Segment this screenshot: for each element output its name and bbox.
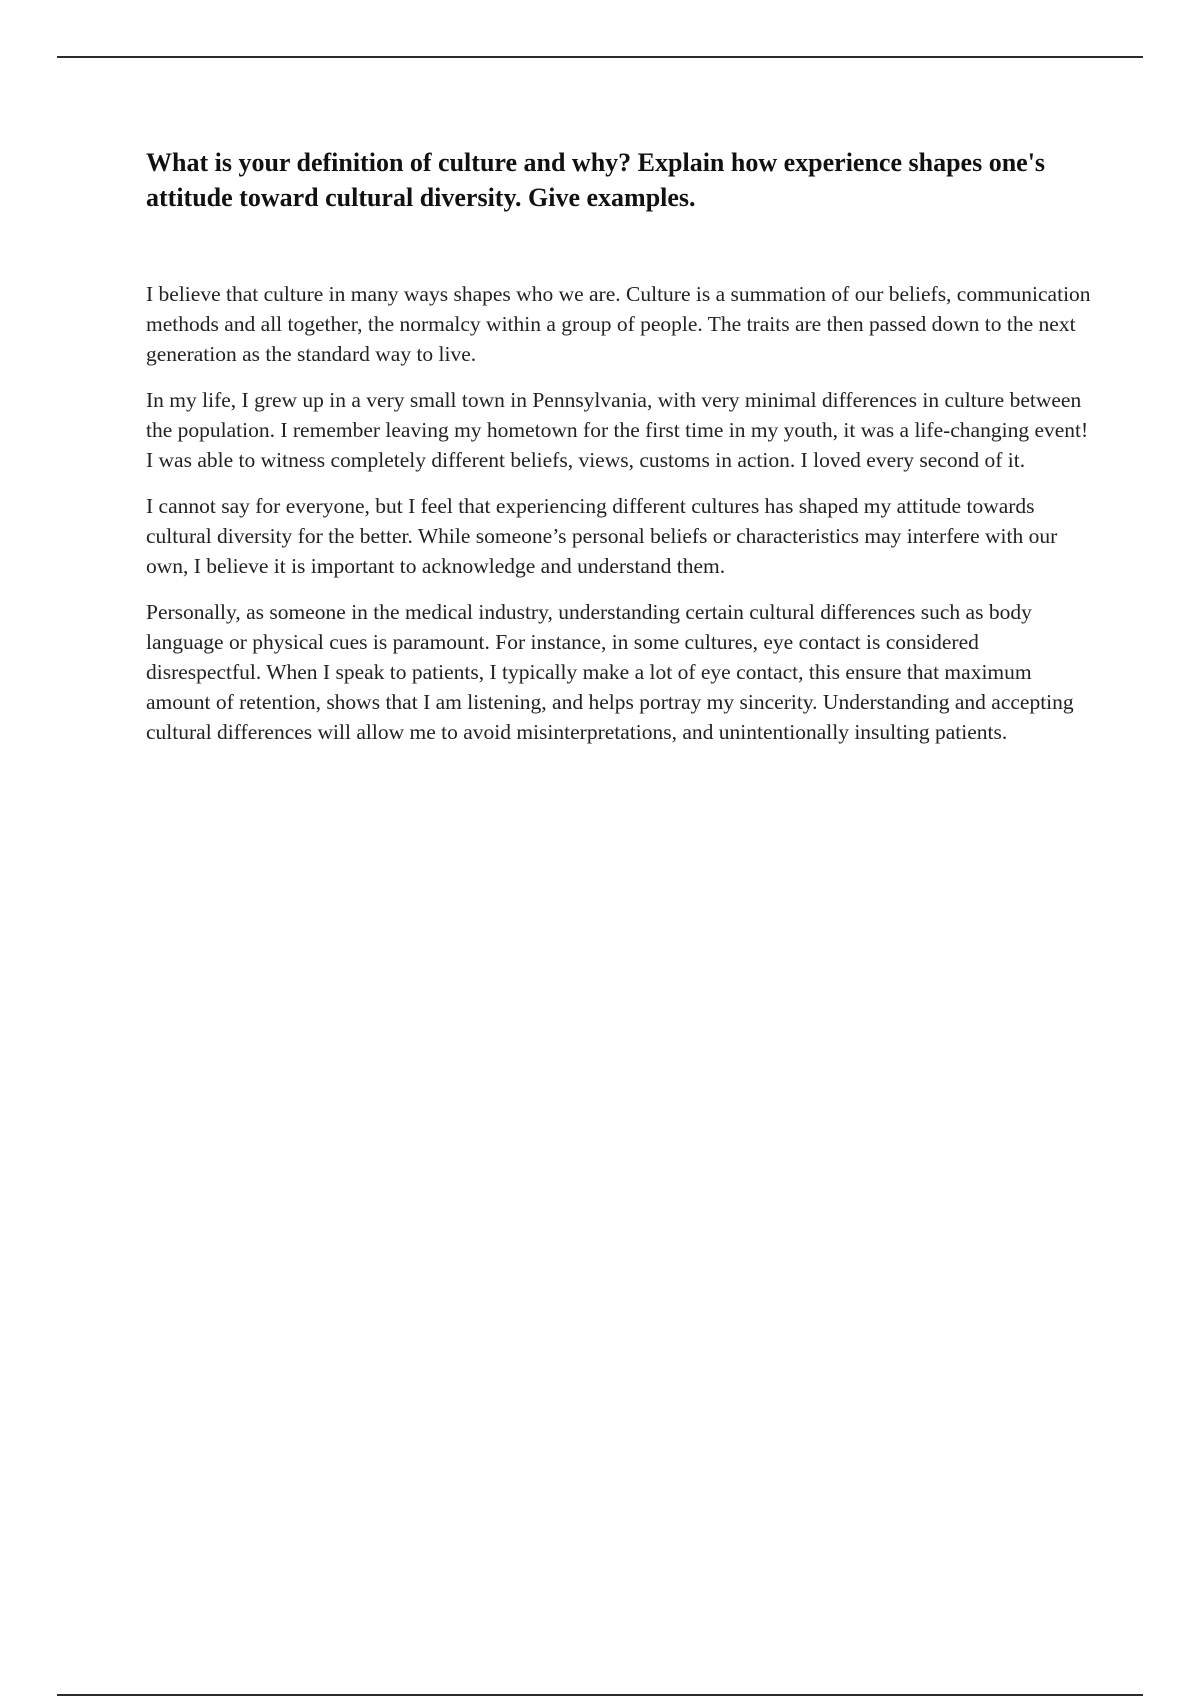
question-heading: What is your definition of culture and why? Explain how experience shapes one's attitude toward cultural diversity. Give examples. xyxy=(146,148,1046,212)
document-content xyxy=(146,145,1096,763)
answer-paragraph: In my life, I grew up in a very small town in Pennsylvania, with very minimal differences in culture between the population. I remember leaving my hometown for the first time in my youth, it was a life-changing event! I was able to witness completely different beliefs, views, customs in action. I loved every second of it. xyxy=(146,388,1089,472)
top-divider xyxy=(57,56,1143,58)
answer-paragraph: I believe that culture in many ways shapes who we are. Culture is a summation of our beliefs, communication methods and all together, the normalcy within a group of people. The traits are then passed down to the next generation as the standard way to live. xyxy=(146,282,1091,366)
answer-paragraph: I cannot say for everyone, but I feel that experiencing different cultures has shaped my attitude towards cultural diversity for the better. While someone’s personal beliefs or characteristics may interfere with our own, I believe it is important to acknowledge and understand them. xyxy=(146,494,1058,578)
answer-paragraph: Personally, as someone in the medical industry, understanding certain cultural differences such as body language or physical cues is paramount. For instance, in some cultures, eye contact is considered disrespectful. When I speak to patients, I typically make a lot of eye contact, this ensure that maximum amount of retention, shows that I am listening, and helps portray my sincerity. Understanding and accepting cultural differences will allow me to avoid misinterpretations, and unintentionally insulting patients. xyxy=(146,600,1074,744)
answer-body xyxy=(146,279,1096,747)
bottom-divider xyxy=(57,1694,1143,1696)
